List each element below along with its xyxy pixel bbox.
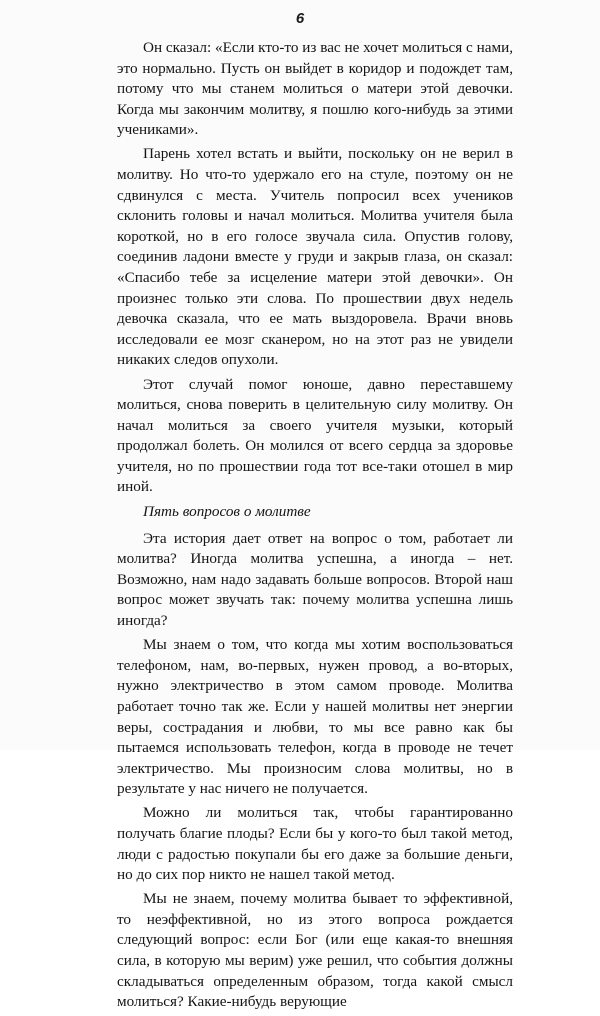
paragraph: Мы знаем о том, что когда мы хотим воспользоваться телефоном, нам, во-первых, нужен провод, а во-вторых, нужно электричество в этом самом проводе. Молитва работает точно так же. Если у нашей молитвы нет энергии веры, сострадания и любви, то мы все равно как бы пытаемся использовать телефон, когда в проводе не течет электричество. Мы произносим слова молитвы, но в результате у нас ничего не получается. xyxy=(117,636,513,798)
paragraph: Эта история дает ответ на вопрос о том, работает ли молитва? Иногда молитва успешна, а иногда – нет. Возможно, нам надо задавать больше вопросов. Второй наш вопрос может звучать так: почему молитва успешна лишь иногда? xyxy=(117,529,513,630)
body-text xyxy=(117,38,513,1016)
page-number: 6 xyxy=(295,10,305,27)
paragraph: Этот случай помог юноше, давно переставшему молиться, снова поверить в целительную силу молитву. Он начал молиться за своего учителя музыки, который продолжал болеть. Он молился от всего сердца за здоровье учителя, но по прошествии года тот все-таки отошел в мир иной. xyxy=(117,375,513,496)
section-heading: Пять вопросов о молитве xyxy=(143,503,311,521)
paragraph: Мы не знаем, почему молитва бывает то эффективной, то неэффективной, но из этого вопроса рождается следующий вопрос: если Бог (или еще какая-то внешняя сила, в которую мы верим) уже решил, что события должны складываться определенным образом, тогда какой смысл молиться? Какие-нибудь верующие xyxy=(117,890,513,1011)
paragraph: Он сказал: «Если кто-то из вас не хочет молиться с нами, это нормально. Пусть он выйдет в коридор и подождет там, потому что мы станем молиться о матери этой девочки. Когда мы закончим молитву, я пошлю кого-нибудь за этими учениками». xyxy=(117,39,513,139)
paragraph: Можно ли молиться так, чтобы гарантированно получать благие плоды? Если бы у кого-то был такой метод, люди с радостью покупали бы его даже за большие деньги, но до сих пор никто не нашел такой метод. xyxy=(117,804,513,884)
paragraph: Парень хотел встать и выйти, поскольку он не верил в молитву. Но что-то удержало его на стуле, поэтому он не сдвинулся с места. Учитель попросил всех учеников склонить головы и начал молиться. Молитва учителя была короткой, но в его голосе звучала сила. Опустив голову, соединив ладони вместе у груди и закрыв глаза, он сказал: «Спасибо тебе за исцеление матери этой девочки». Он произнес только эти слова. По прошествии двух недель девочка сказала, что ее мать выздоровела. Врачи вновь исследовали ее мозг сканером, но на этот раз не увидели никаких следов опухоли. xyxy=(117,145,513,369)
